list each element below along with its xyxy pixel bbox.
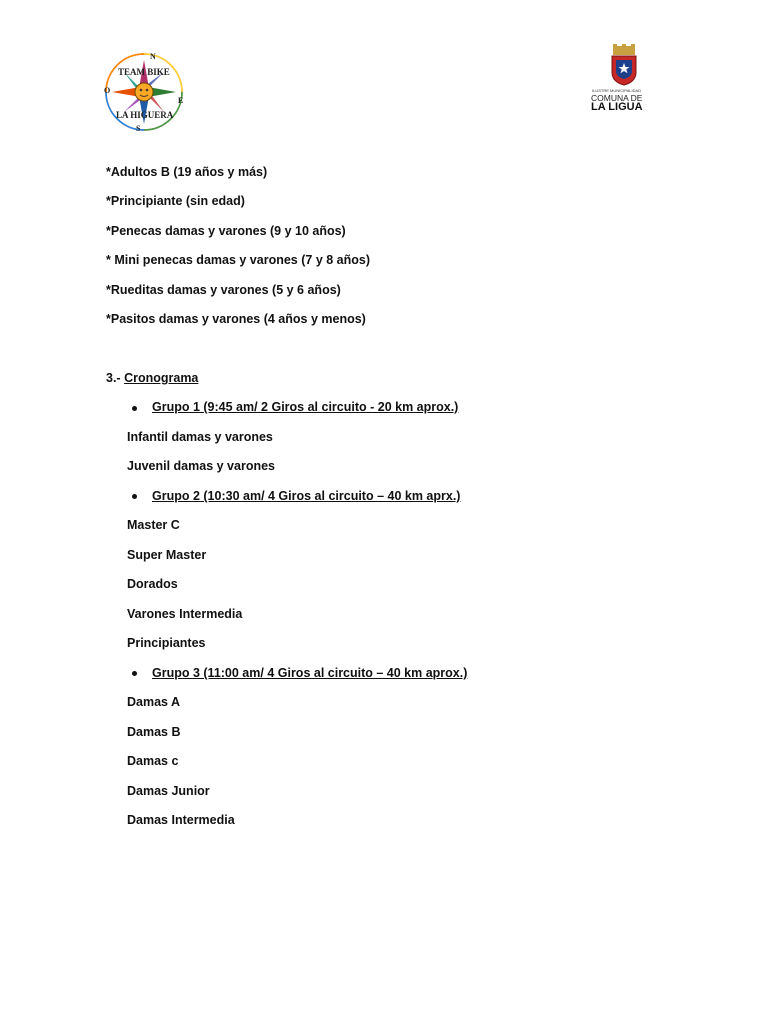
group-item: Damas c [127, 754, 179, 768]
group-item: Varones Intermedia [127, 607, 243, 621]
logo-text-team-bike: TEAM BIKE [118, 67, 170, 77]
logo-line1: COMUNA DE [591, 93, 643, 103]
compass-s: S [136, 124, 141, 133]
group-item: Damas Junior [127, 784, 210, 798]
category-line: *Rueditas damas y varones (5 y 6 años) [106, 283, 341, 297]
bullet-icon [132, 494, 137, 499]
la-ligua-logo [588, 44, 660, 114]
group-item: Juvenil damas y varones [127, 459, 275, 473]
group-title: Grupo 3 (11:00 am/ 4 Giros al circuito – 40 km aprox.) [152, 666, 468, 680]
logo-small-caption: ILUSTRE MUNICIPALIDAD [592, 88, 642, 93]
group-title: Grupo 1 (9:45 am/ 2 Giros al circuito - 20 km aprox.) [152, 400, 459, 414]
team-bike-logo [102, 50, 186, 134]
compass-o: O [104, 86, 111, 95]
group-item: Master C [127, 518, 180, 532]
compass-rose-icon [102, 50, 186, 134]
compass-e: E [178, 96, 184, 105]
bullet-icon [132, 671, 137, 676]
section-title: Cronograma [124, 371, 199, 385]
compass-n: N [150, 52, 156, 61]
group-item: Infantil damas y varones [127, 430, 273, 444]
bullet-icon [132, 406, 137, 411]
municipal-shield-icon [609, 44, 639, 86]
category-line: *Penecas damas y varones (9 y 10 años) [106, 224, 346, 238]
logo-text-la-higuera: LA HIGUERA [116, 110, 174, 120]
group-item: Dorados [127, 577, 178, 591]
category-line: *Pasitos damas y varones (4 años y menos) [106, 312, 366, 326]
group-item: Super Master [127, 548, 207, 562]
category-line: *Adultos B (19 años y más) [106, 165, 268, 179]
group-title: Grupo 2 (10:30 am/ 4 Giros al circuito – 40 km aprx.) [152, 489, 461, 503]
category-line: *Principiante (sin edad) [106, 194, 245, 208]
group-item: Damas A [127, 695, 181, 709]
logo-line2: LA LIGUA [591, 101, 643, 113]
section-heading [106, 371, 198, 385]
group-item: Damas B [127, 725, 181, 739]
section-number: 3.- [106, 371, 125, 385]
category-line: * Mini penecas damas y varones (7 y 8 años) [106, 253, 371, 267]
group-item: Principiantes [127, 636, 206, 650]
group-item: Damas Intermedia [127, 813, 235, 827]
